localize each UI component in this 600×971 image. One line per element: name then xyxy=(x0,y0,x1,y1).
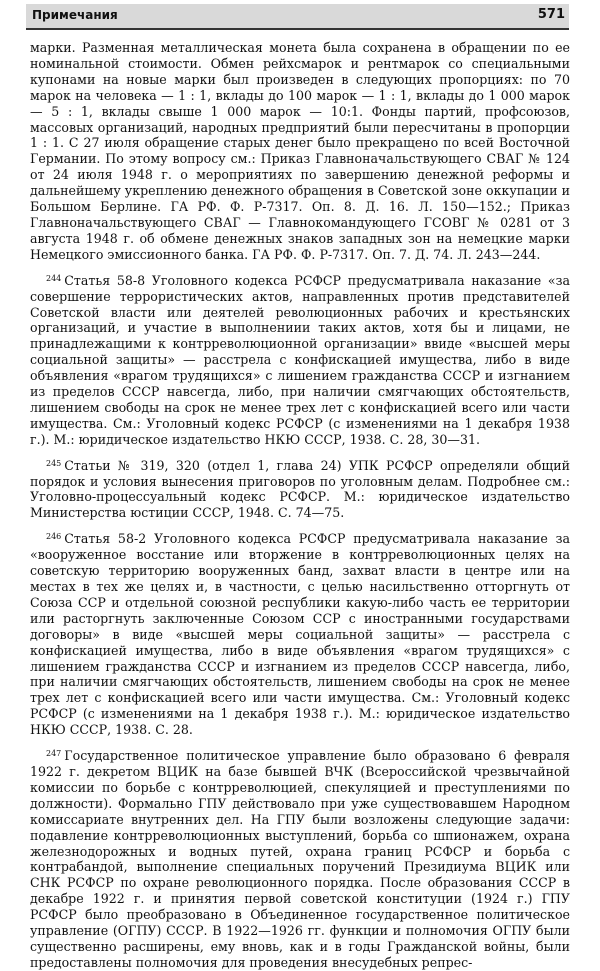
note-247 xyxy=(30,748,570,971)
note-number: 246 xyxy=(46,532,62,542)
note-number: 247 xyxy=(46,749,62,759)
note-text: Статья 58-8 Уголовного кодекса РСФСР предусматривала наказание «за совершение террористических актов, направленных против представителей Советской власти или деятелей революционных рабочих и крестьянских организаций, и участие в выполнениии таких актов, хотя бы и лицами, не принадлежащими к контрреволюционной организации» ввиде «высшей меры социальной защиты» — расстрела с конфискацией имущества, либо в виде объявления «врагом трудящихся» с лишением гражданства СССР и изгнанием из пределов СССР навсегда, либо, при наличии смягчающих обстоятельств, лишением свободы на срок не менее трех лет с конфискацией всего или части имущества. См.: Уголовный кодекс РСФСР (с изменениями на 1 декабря 1938 г.). М.: юридическое издательство НКЮ СССР, 1938. С. 28, 30—31. xyxy=(30,272,570,447)
note-246 xyxy=(30,531,570,738)
running-header xyxy=(26,4,569,30)
note-continuation xyxy=(30,40,570,263)
note-text: марки. Разменная металлическая монета была сохранена в обращении по ее номинальной стоимости. Обмен рейхсмарок и рентмарок со специальными купонами на новые марки был произведен в следующих пропорциях: по 70 марок на человека — 1 : 1, вклады до 100 марок — 1 : 1, вклады до 1 000 марок — 5 : 1, вклады свыше 1 000 марок — 10:1. Фонды партий, профсоюзов, массовых организаций, народных предприятий были пересчитаны в пропорции 1 : 1. С 27 июля обращение старых денег было прекращено по всей Восточной Германии. По этому вопросу см.: Приказ Главноначальствующего СВАГ № 124 от 24 июля 1948 г. о мероприятиях по завершению денежной реформы и дальнейшему укреплению денежного обращения в Советской зоне оккупации и Большом Берлине. ГА РФ. Ф. Р-7317. Оп. 8. Д. 16. Л. 150—152.; Приказ Главноначальствующего СВАГ — Главнокомандующего ГСОВГ № 0281 от 3 августа 1948 г. об обмене денежных знаков западных зон на немецкие марки Немецкого эмиссионного банка. ГА РФ. Ф. Р-7317. Оп. 7. Д. 74. Л. 243—244. xyxy=(30,40,570,262)
note-text: Статьи № 319, 320 (отдел 1, глава 24) УПК РСФСР определяли общий порядок и условия вынесения приговоров по уголовным делам. Подробнее см.: Уголовно-процессуальный кодекс РСФСР. М.: юридическое издательство Министерства юстиции СССР, 1948. С. 74—75. xyxy=(30,457,570,521)
note-244 xyxy=(30,273,570,448)
note-245 xyxy=(30,458,570,522)
note-number: 244 xyxy=(46,273,62,283)
note-text: Государственное политическое управление было образовано 6 февраля 1922 г. декретом ВЦИК на базе бывшей ВЧК (Всероссийской чрезвычайной комиссии по борьбе с контрреволюцией, спекуляцией и преступлениями по должности). Формально ГПУ действовало при уже существовавшем Народном комиссариате внутренних дел. На ГПУ были возложены следующие задачи: подавление контрреволюционных выступлений, борьба со шпионажем, охрана железнодорожных и водных путей, охрана границ РСФСР и борьба с контрабандой, выполнение специальных поручений Президиума ВЦИК или СНК РСФСР по охране революционного порядка. После образования СССР в декабре 1922 г. и принятия первой советской конституции (1924 г.) ГПУ РСФСР было преобразовано в Объединенное государственное политическое управление (ОГПУ) СССР. В 1922—1926 гг. функции и полномочия ОГПУ были существенно расширены, ему вновь, как и в годы Гражданской войны, были предоставлены полномочия для проведения внесудебных репрес- xyxy=(30,748,570,970)
notes-body xyxy=(30,40,570,971)
note-number: 245 xyxy=(46,458,62,468)
page-number: 571 xyxy=(537,7,565,22)
section-title: Примечания xyxy=(32,8,118,22)
note-text: Статья 58-2 Уголовного кодекса РСФСР предусматривала наказание за «вооруженное восстание или вторжение в контрреволюционных целях на советскую территорию вооруженных банд, захват власти в центре или на местах в тех же целях и, в частности, с целью насильственно отторгнуть от Союза ССР и отдельной союзной республики какую-либо часть ее территории или расторгнуть заключенные Союзом ССР с иностранными государствами договоры» в виде «высшей меры социальной защиты» — расстрела с конфискацией имущества, либо в виде объявления «врагом трудящихся» с лишением гражданства СССР и изгнанием из пределов СССР навсегда, либо, при наличии смягчающих обстоятельств, лишением свободы на срок не менее трех лет с конфискацией всего или части имущества. См.: Уголовный кодекс РСФСР (с изменениями на 1 декабря 1938 г.). М.: юридическое издательство НКЮ СССР, 1938. С. 28. xyxy=(30,531,570,738)
